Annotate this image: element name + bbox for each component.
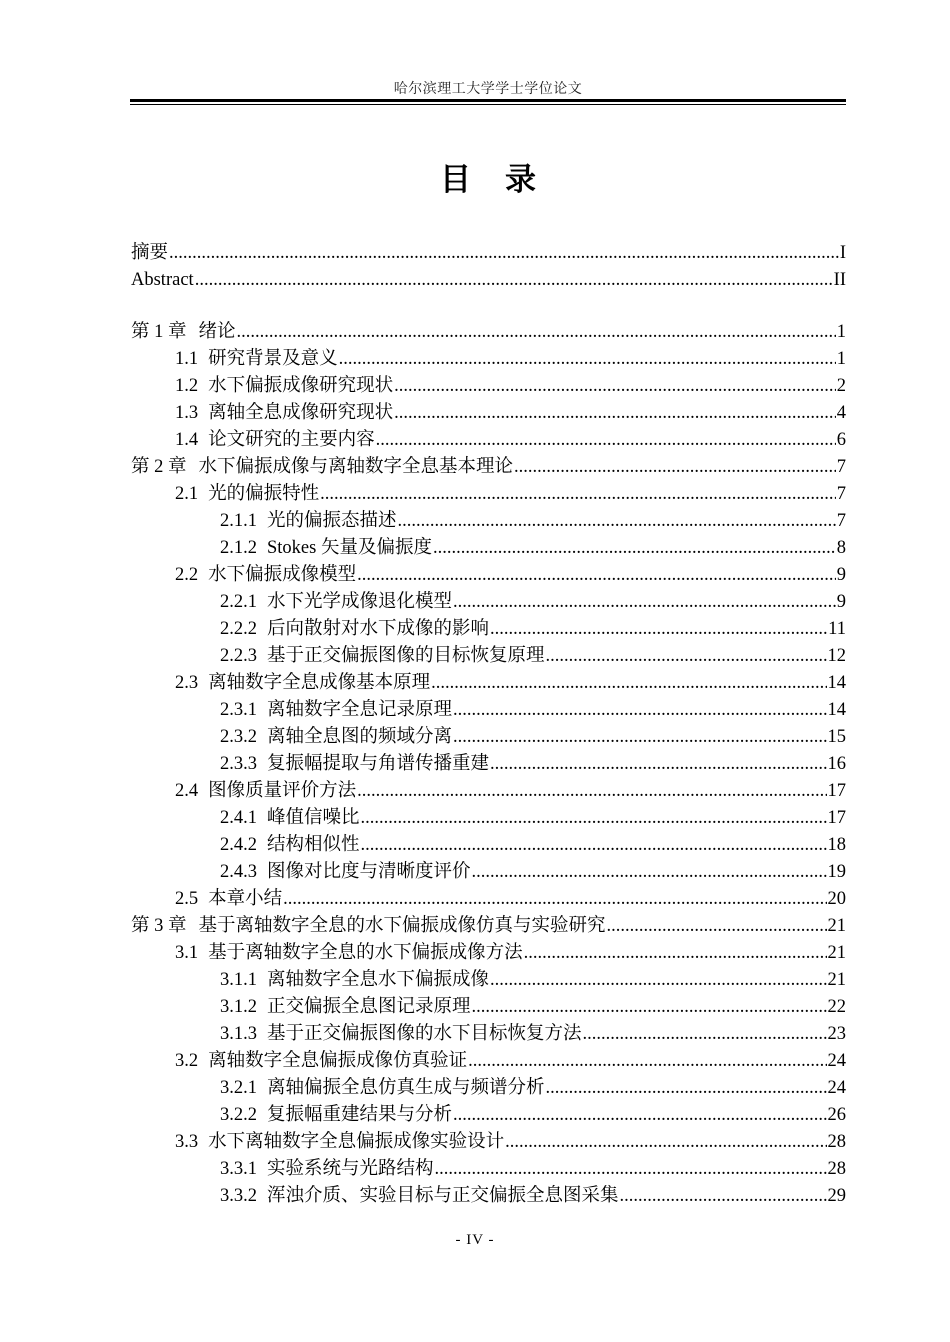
toc-entry-title: 基于离轴数字全息的水下偏振成像方法 [208, 943, 523, 963]
toc-entry-number: 第 1 章 [131, 322, 187, 342]
toc-entry-label [175, 373, 393, 400]
toc-entry-number: 3.2 [175, 1051, 199, 1071]
toc-dot-leader [453, 724, 826, 751]
toc-entry-label [131, 319, 236, 346]
toc-entry-title: 水下偏振成像研究现状 [208, 376, 394, 396]
toc-entry-label [220, 1075, 545, 1102]
toc-entry-number: 2.3.2 [220, 727, 257, 747]
toc-dot-leader [620, 1183, 827, 1210]
toc-entry-title: Abstract [131, 270, 194, 290]
toc-entry-number: 2.5 [175, 889, 199, 909]
toc-entry[interactable] [131, 1048, 846, 1075]
toc-entry-title: 水下偏振成像模型 [208, 565, 357, 585]
toc-entry-number: 3.2.1 [220, 1078, 257, 1098]
toc-page-number: 20 [827, 889, 846, 909]
toc-dot-leader [435, 1156, 827, 1183]
toc-dot-leader [514, 454, 836, 481]
toc-entry-title: 实验系统与光路结构 [267, 1159, 434, 1179]
toc-dot-leader [490, 751, 826, 778]
toc-dot-leader [468, 1048, 826, 1075]
toc-dot-leader [195, 267, 833, 294]
toc-page-number: 26 [827, 1105, 846, 1125]
toc-page-number: 28 [827, 1159, 846, 1179]
toc-entry-label [220, 643, 545, 670]
toc-entry-title: 绪论 [198, 322, 236, 342]
toc-entry-label [175, 346, 338, 373]
page-title: 目录 [440, 162, 570, 198]
toc-entry-label [175, 940, 523, 967]
toc-dot-leader [546, 1075, 827, 1102]
toc-page-number: 2 [836, 376, 846, 396]
toc-dot-leader [490, 616, 827, 643]
toc-entry-number: 2.2 [175, 565, 199, 585]
toc-entry[interactable] [131, 967, 846, 994]
toc-entry-label [220, 751, 489, 778]
toc-dot-leader [472, 859, 827, 886]
toc-entry-number: 2.1.1 [220, 511, 257, 531]
toc-entry-title: 图像质量评价方法 [208, 781, 357, 801]
toc-dot-leader [339, 346, 836, 373]
toc-page-number: 15 [827, 727, 846, 747]
toc-entry-number: 2.4.3 [220, 862, 257, 882]
toc-entry-title: 研究背景及意义 [208, 349, 338, 369]
toc-page-number: 17 [827, 781, 846, 801]
toc-entry[interactable] [131, 697, 846, 724]
toc-dot-leader [283, 886, 826, 913]
toc-dot-leader [524, 940, 827, 967]
toc-entry-label [175, 1048, 467, 1075]
toc-entry[interactable] [131, 562, 846, 589]
toc-entry-title: 离轴偏振全息仿真生成与频谱分析 [267, 1078, 545, 1098]
toc-dot-leader [433, 535, 836, 562]
toc-entry-label [131, 913, 606, 940]
toc-entry-number: 2.4.2 [220, 835, 257, 855]
toc-entry-number: 3.1 [175, 943, 199, 963]
toc-entry-number: 1.2 [175, 376, 199, 396]
toc-page-number: 17 [827, 808, 846, 828]
toc-entry-number: 3.1.1 [220, 970, 257, 990]
toc-page-number: 4 [836, 403, 846, 423]
toc-entry-label [131, 240, 168, 267]
toc-entry-label [175, 562, 356, 589]
toc-entry-number: 2.1 [175, 484, 199, 504]
toc-page-number: 6 [836, 430, 846, 450]
toc-entry-title: 离轴数字全息水下偏振成像 [267, 970, 490, 990]
toc-entry-label [220, 859, 471, 886]
toc-entry-title: 光的偏振态描述 [267, 511, 397, 531]
toc-entry[interactable] [131, 267, 846, 294]
toc-entry-number: 2.4 [175, 781, 199, 801]
header-rule-secondary [130, 104, 846, 105]
toc-entry-number: 3.2.2 [220, 1105, 257, 1125]
toc-entry[interactable] [131, 1183, 846, 1210]
toc-entry-label [220, 616, 489, 643]
toc-page-number: I [839, 243, 846, 263]
toc-page-number: 24 [827, 1051, 846, 1071]
toc-entry-number: 1.4 [175, 430, 199, 450]
toc-entry-label [175, 427, 375, 454]
toc-entry-title: 基于离轴数字全息的水下偏振成像仿真与实验研究 [198, 916, 606, 936]
toc-entry-title: 离轴数字全息成像基本原理 [208, 673, 431, 693]
toc-page-number: 11 [828, 619, 846, 639]
toc-entry-title: 后向散射对水下成像的影响 [267, 619, 490, 639]
toc-dot-leader [453, 589, 836, 616]
toc-dot-leader [546, 643, 827, 670]
toc-entry-title: 正交偏振全息图记录原理 [267, 997, 471, 1017]
toc-entry[interactable] [131, 427, 846, 454]
toc-entry-label [220, 994, 471, 1021]
toc-page-number: 7 [836, 484, 846, 504]
header-rule [130, 99, 846, 102]
toc-page-number: 12 [827, 646, 846, 666]
toc-entry[interactable] [131, 454, 846, 481]
toc-entry[interactable] [131, 724, 846, 751]
toc-entry-label [175, 886, 282, 913]
toc-entry[interactable] [131, 670, 846, 697]
toc-entry-title: 水下光学成像退化模型 [267, 592, 453, 612]
toc-page-number: 7 [836, 457, 846, 477]
toc-entry-number: 1.3 [175, 403, 199, 423]
toc-entry[interactable] [131, 913, 846, 940]
toc-page-number: 22 [827, 997, 846, 1017]
toc-page-number: 18 [827, 835, 846, 855]
toc-dot-leader [453, 697, 826, 724]
toc-dot-leader [357, 562, 836, 589]
toc-dot-leader [431, 670, 826, 697]
toc-entry-number: 第 3 章 [131, 916, 187, 936]
toc-entry-title: 复振幅重建结果与分析 [267, 1105, 453, 1125]
toc-page-number: II [833, 270, 846, 290]
toc-entry-label [175, 481, 319, 508]
toc-entry[interactable] [131, 1156, 846, 1183]
toc-page-number: 14 [827, 673, 846, 693]
toc-page-number: 14 [827, 700, 846, 720]
toc-entry[interactable] [131, 589, 846, 616]
toc-entry[interactable] [131, 508, 846, 535]
toc-page-number: 8 [836, 538, 846, 558]
toc-entry[interactable] [131, 994, 846, 1021]
page-number: - IV - [455, 1232, 495, 1248]
toc-page-number: 21 [827, 943, 846, 963]
toc-entry[interactable] [131, 240, 846, 267]
toc-page-number: 7 [836, 511, 846, 531]
toc-entry-number: 3.3.1 [220, 1159, 257, 1179]
toc-entry[interactable] [131, 643, 846, 670]
toc-dot-leader [453, 1102, 826, 1129]
toc-entry-number: 第 2 章 [131, 457, 187, 477]
toc-entry-number: 2.4.1 [220, 808, 257, 828]
toc-dot-leader [237, 319, 836, 346]
toc-entry-label [175, 778, 356, 805]
toc-entry-title: 离轴数字全息记录原理 [267, 700, 453, 720]
toc-entry-title: 论文研究的主要内容 [208, 430, 375, 450]
toc-entry-label [220, 724, 452, 751]
toc-page-number: 19 [827, 862, 846, 882]
toc-dot-leader [394, 400, 836, 427]
toc-page-number: 29 [827, 1186, 846, 1206]
toc-entry-label [220, 697, 452, 724]
toc-entry-title: 离轴全息成像研究现状 [208, 403, 394, 423]
toc-entry-number: 2.2.3 [220, 646, 257, 666]
toc-page-number: 1 [836, 349, 846, 369]
toc-entry-number: 2.2.1 [220, 592, 257, 612]
table-of-contents [131, 240, 846, 1210]
toc-entry-label [175, 400, 393, 427]
toc-dot-leader [472, 994, 827, 1021]
toc-entry-title: 结构相似性 [267, 835, 360, 855]
toc-entry[interactable] [131, 805, 846, 832]
toc-entry[interactable] [131, 940, 846, 967]
toc-dot-leader [169, 240, 839, 267]
toc-entry[interactable] [131, 535, 846, 562]
toc-entry-title: 水下离轴数字全息偏振成像实验设计 [208, 1132, 505, 1152]
toc-entry-title: 峰值信噪比 [267, 808, 360, 828]
running-header: 哈尔滨理工大学学士学位论文 [393, 82, 583, 97]
toc-page-number: 24 [827, 1078, 846, 1098]
toc-entry[interactable] [131, 616, 846, 643]
toc-entry-label [220, 508, 397, 535]
toc-page-number: 28 [827, 1132, 846, 1152]
toc-dot-leader [394, 373, 836, 400]
toc-entry-title: Stokes 矢量及偏振度 [267, 538, 432, 558]
toc-entry-title: 水下偏振成像与离轴数字全息基本理论 [198, 457, 514, 477]
toc-entry-label [175, 1129, 504, 1156]
toc-dot-leader [361, 805, 827, 832]
toc-entry-title: 光的偏振特性 [208, 484, 320, 504]
toc-entry[interactable] [131, 832, 846, 859]
toc-entry-label [131, 267, 194, 294]
toc-entry-label [220, 1156, 434, 1183]
toc-entry-label [220, 535, 432, 562]
toc-dot-leader [376, 427, 836, 454]
toc-entry-title: 图像对比度与清晰度评价 [267, 862, 471, 882]
toc-entry[interactable] [131, 1129, 846, 1156]
toc-page-number: 21 [827, 970, 846, 990]
toc-entry[interactable] [131, 751, 846, 778]
toc-entry-title: 复振幅提取与角谱传播重建 [267, 754, 490, 774]
toc-entry-number: 3.1.3 [220, 1024, 257, 1044]
toc-entry-title: 基于正交偏振图像的目标恢复原理 [267, 646, 545, 666]
toc-entry[interactable] [131, 319, 846, 346]
toc-dot-leader [583, 1021, 827, 1048]
toc-entry[interactable] [131, 859, 846, 886]
toc-entry-label [220, 1021, 582, 1048]
toc-entry-number: 2.3.1 [220, 700, 257, 720]
toc-entry[interactable] [131, 481, 846, 508]
toc-entry-title: 离轴数字全息偏振成像仿真验证 [208, 1051, 468, 1071]
toc-entry[interactable] [131, 400, 846, 427]
toc-entry[interactable] [131, 886, 846, 913]
toc-entry[interactable] [131, 1102, 846, 1129]
toc-entry-label [220, 1183, 619, 1210]
toc-entry-title: 摘要 [131, 243, 169, 263]
toc-dot-leader [320, 481, 836, 508]
toc-page-number: 9 [836, 592, 846, 612]
toc-dot-leader [490, 967, 826, 994]
toc-entry-number: 2.2.2 [220, 619, 257, 639]
toc-entry[interactable] [131, 1075, 846, 1102]
toc-page-number: 1 [836, 322, 846, 342]
toc-dot-leader [505, 1129, 826, 1156]
toc-entry-number: 3.3 [175, 1132, 199, 1152]
toc-entry-label [220, 805, 360, 832]
toc-entry-title: 基于正交偏振图像的水下目标恢复方法 [267, 1024, 582, 1044]
toc-entry-title: 浑浊介质、实验目标与正交偏振全息图采集 [267, 1186, 619, 1206]
toc-dot-leader [398, 508, 836, 535]
toc-entry[interactable] [131, 778, 846, 805]
toc-entry-number: 2.3.3 [220, 754, 257, 774]
toc-entry-label [220, 589, 452, 616]
toc-entry-number: 3.3.2 [220, 1186, 257, 1206]
toc-page-number: 21 [827, 916, 846, 936]
toc-page-number: 16 [827, 754, 846, 774]
toc-page-number: 23 [827, 1024, 846, 1044]
toc-entry-label [220, 1102, 452, 1129]
toc-entry-number: 3.1.2 [220, 997, 257, 1017]
toc-entry[interactable] [131, 1021, 846, 1048]
toc-entry[interactable] [131, 373, 846, 400]
toc-entry-label [220, 967, 489, 994]
toc-entry-label [220, 832, 360, 859]
toc-page-number: 9 [836, 565, 846, 585]
toc-dot-leader [361, 832, 827, 859]
toc-entry-number: 2.3 [175, 673, 199, 693]
toc-entry-title: 离轴全息图的频域分离 [267, 727, 453, 747]
toc-dot-leader [357, 778, 826, 805]
toc-entry-number: 2.1.2 [220, 538, 257, 558]
toc-entry[interactable] [131, 346, 846, 373]
toc-dot-leader [607, 913, 827, 940]
toc-entry-number: 1.1 [175, 349, 199, 369]
toc-entry-label [175, 670, 430, 697]
toc-entry-label [131, 454, 513, 481]
toc-entry-title: 本章小结 [208, 889, 283, 909]
